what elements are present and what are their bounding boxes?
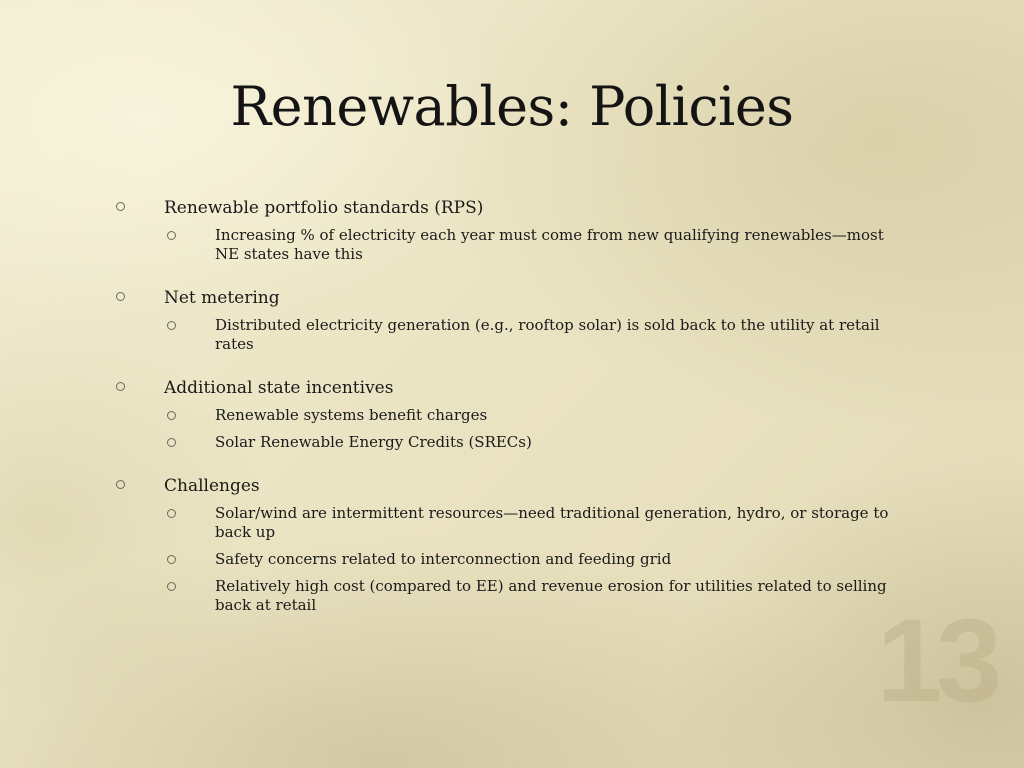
bullet-ring-icon	[167, 321, 176, 330]
slide-number: 13	[876, 595, 996, 727]
bullet-text: Net metering	[164, 288, 280, 308]
bullet-text: Renewable portfolio standards (RPS)	[164, 198, 484, 218]
bullet-text: Additional state incentives	[164, 378, 394, 398]
sub-bullet-text: Relatively high cost (compared to EE) and revenue erosion for utilities related to selling back at retail	[215, 577, 887, 614]
sub-bullet-text: Safety concerns related to interconnection and feeding grid	[215, 550, 672, 568]
bullet-ring-icon	[167, 509, 176, 518]
sub-bullet-text: Distributed electricity generation (e.g., rooftop solar) is sold back to the utility at retail rates	[215, 316, 880, 353]
sub-bullet-text: Solar/wind are intermittent resources—need traditional generation, hydro, or storage to back up	[215, 504, 889, 541]
bullet-ring-icon	[116, 382, 125, 391]
bullet-group-challenges	[112, 474, 912, 615]
bullet-list	[112, 196, 912, 637]
bullet-ring-icon	[116, 292, 125, 301]
sub-bullet-item	[112, 433, 912, 452]
sub-bullet-item	[112, 577, 912, 615]
bullet-item	[112, 376, 912, 400]
bullet-group-state-incentives	[112, 376, 912, 452]
slide-title: Renewables: Policies	[230, 75, 794, 138]
bullet-ring-icon	[167, 411, 176, 420]
sub-bullet-text: Increasing % of electricity each year must come from new qualifying renewables—most NE states have this	[215, 226, 884, 263]
sub-bullet-item	[112, 316, 912, 354]
bullet-ring-icon	[116, 480, 125, 489]
bullet-ring-icon	[167, 555, 176, 564]
sub-bullet-item	[112, 406, 912, 425]
bullet-ring-icon	[167, 231, 176, 240]
bullet-text: Challenges	[164, 476, 260, 496]
sub-bullet-item	[112, 550, 912, 569]
bullet-group-rps	[112, 196, 912, 264]
sub-bullet-item	[112, 226, 912, 264]
bullet-ring-icon	[167, 582, 176, 591]
sub-bullet-text: Solar Renewable Energy Credits (SRECs)	[215, 433, 532, 451]
bullet-item	[112, 474, 912, 498]
bullet-item	[112, 196, 912, 220]
bullet-item	[112, 286, 912, 310]
bullet-ring-icon	[167, 438, 176, 447]
sub-bullet-text: Renewable systems benefit charges	[215, 406, 488, 424]
bullet-group-net-metering	[112, 286, 912, 354]
sub-bullet-item	[112, 504, 912, 542]
bullet-ring-icon	[116, 202, 125, 211]
